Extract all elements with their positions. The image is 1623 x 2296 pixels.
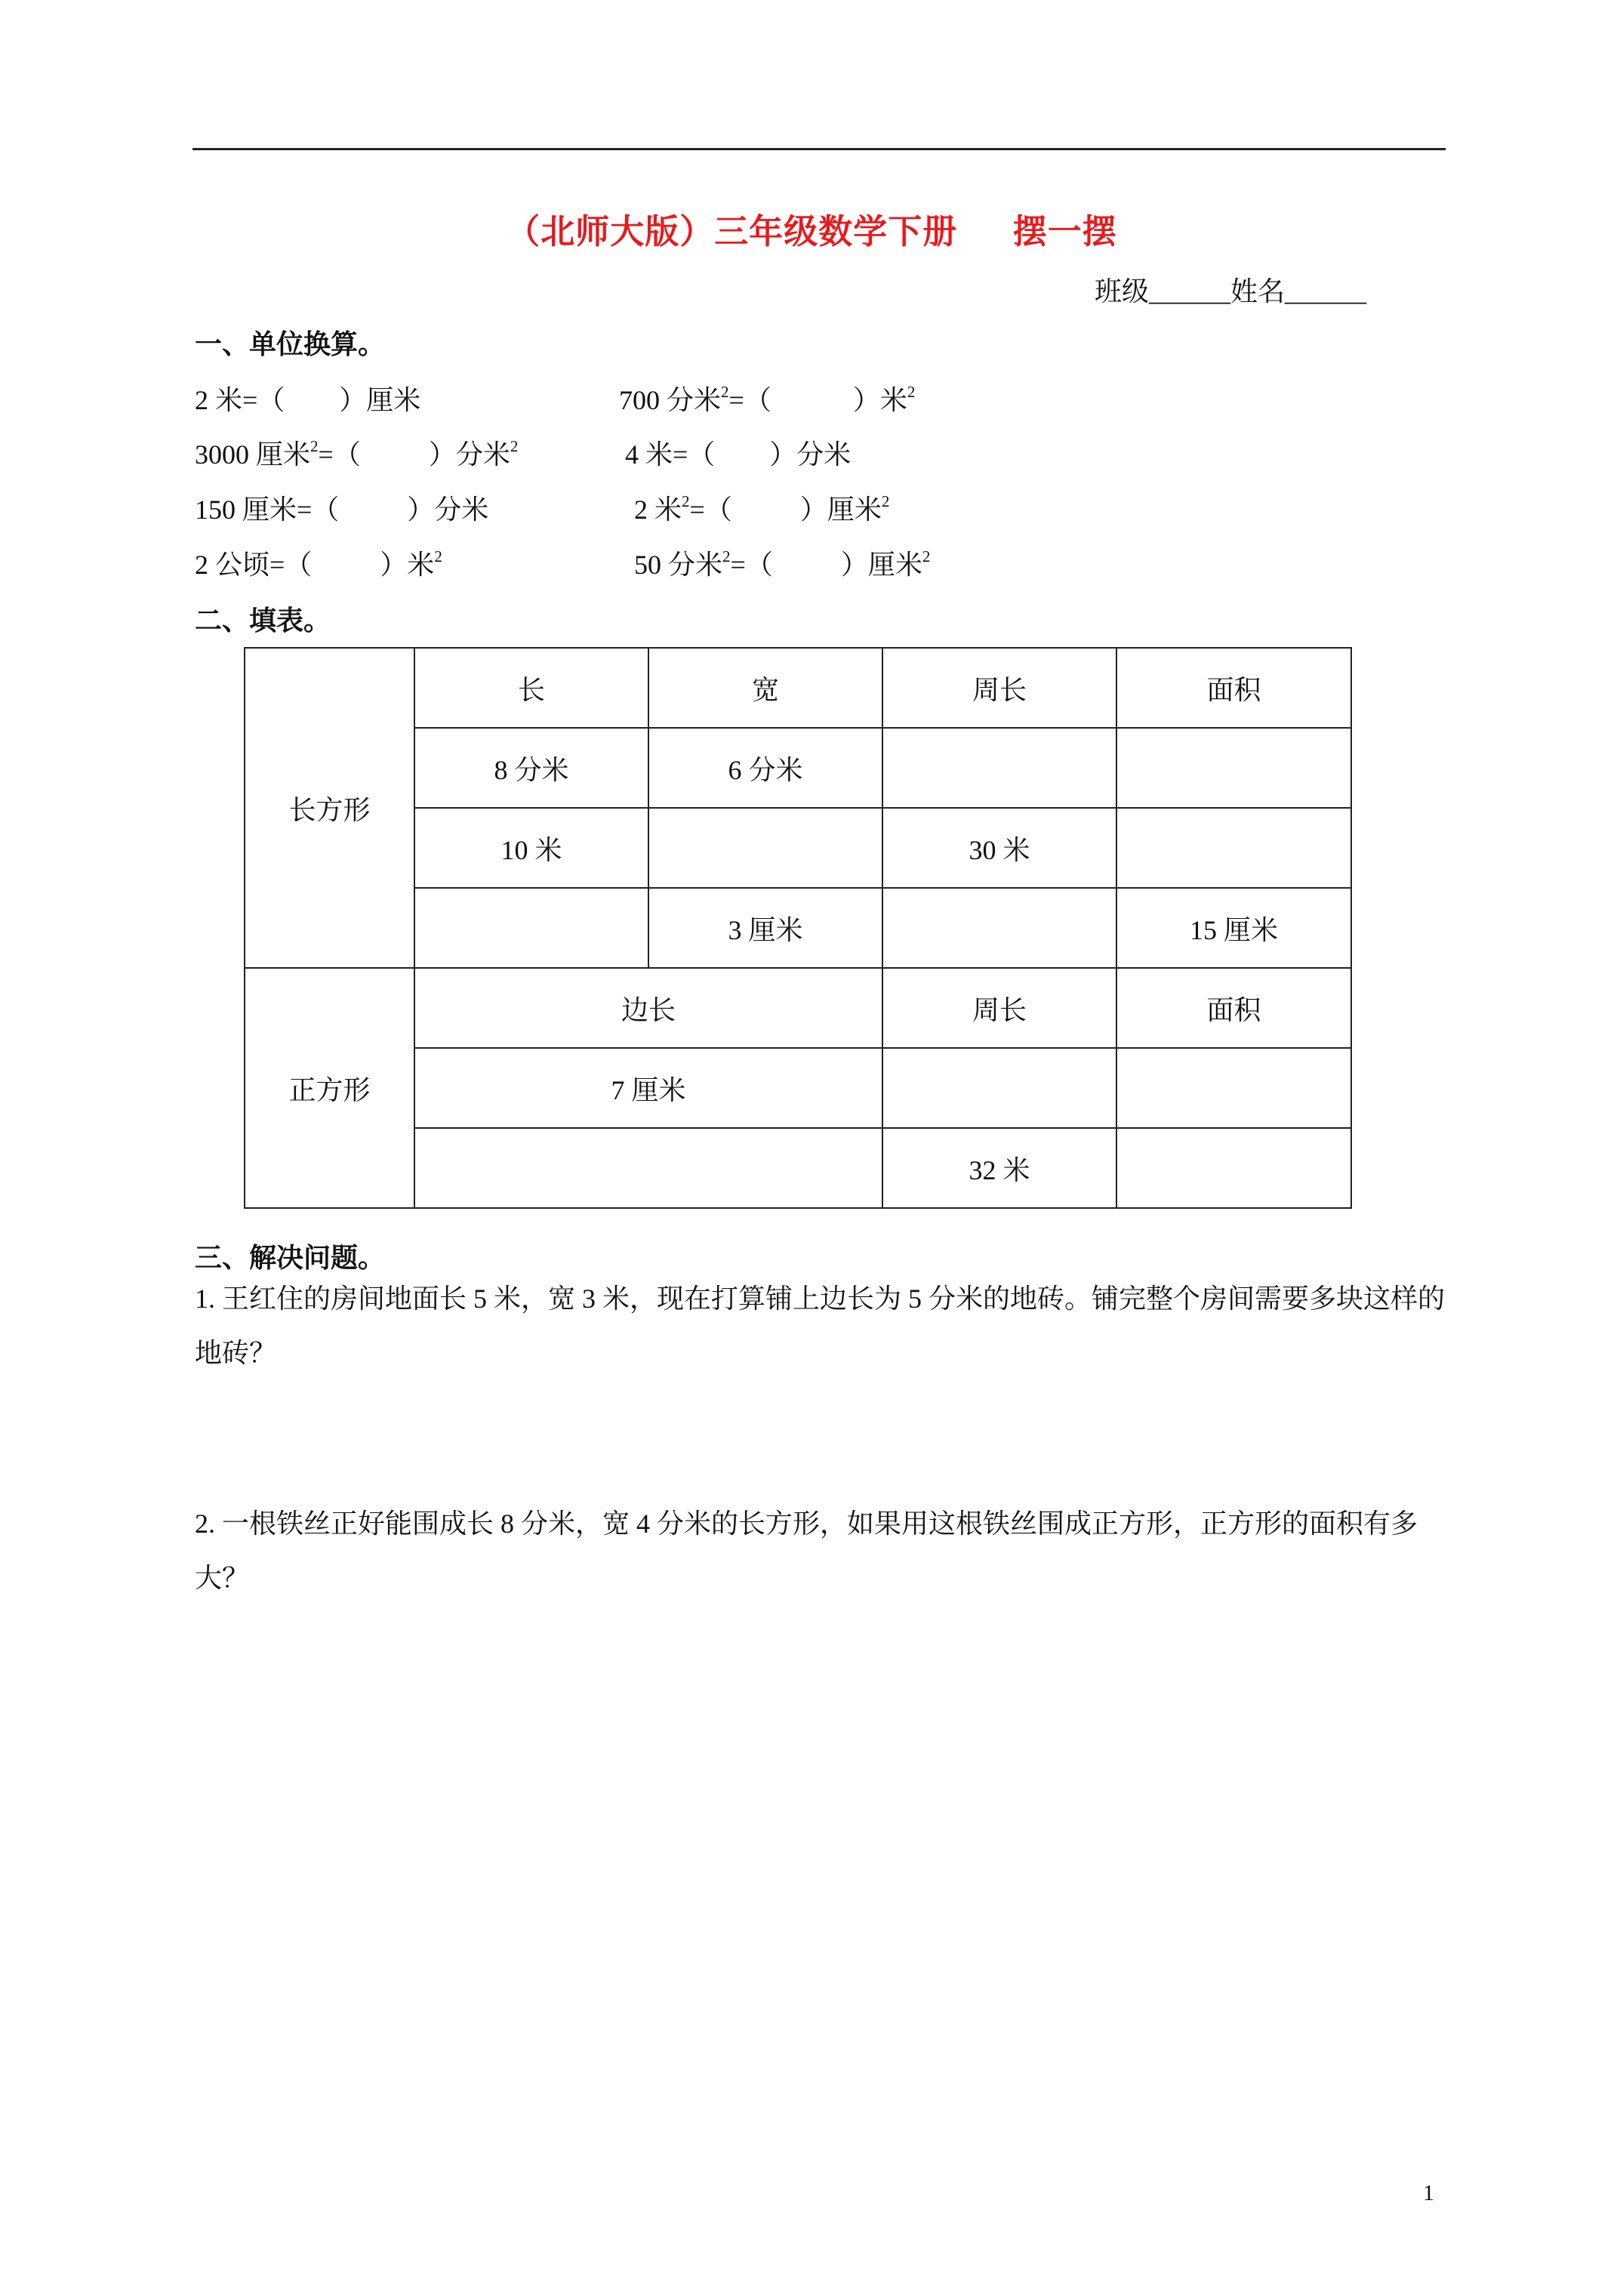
question-1: 1. 王红住的房间地面长 5 米，宽 3 米，现在打算铺上边长为 5 分米的地砖。铺完整个房间需要多块这样的地砖？ (195, 1284, 1446, 1368)
header-area: 面积 (1116, 648, 1351, 728)
conversion-item: 2 公顷=（ ）米$^2$ (195, 547, 442, 580)
table-cell: 6 分米 (648, 728, 882, 808)
table-row (245, 648, 1351, 728)
table-cell: 8 分米 (414, 728, 648, 808)
header-area: 面积 (1116, 968, 1351, 1048)
fill-in-table (244, 647, 1352, 1209)
section1-heading: 一、单位换算。 (195, 329, 386, 359)
table-cell: 30 米 (882, 808, 1116, 888)
section3-heading: 三、解决问题。 (195, 1243, 386, 1273)
header-perimeter: 周长 (882, 648, 1116, 728)
table-cell (1116, 1128, 1351, 1208)
table-cell (882, 1048, 1116, 1128)
table-cell (414, 1128, 882, 1208)
page-number: 1 (1423, 2180, 1434, 2205)
table-cell: 7 厘米 (414, 1048, 882, 1128)
table-cell (882, 888, 1116, 968)
table-cell: 3 厘米 (648, 888, 882, 968)
table-cell (1116, 1048, 1351, 1128)
question-2: 2. 一根铁丝正好能围成长 8 分米，宽 4 分米的长方形，如果用这根铁丝围成正方形，正方形的面积有多大？ (195, 1509, 1418, 1593)
header-perimeter: 周长 (882, 968, 1116, 1048)
square-label: 正方形 (245, 968, 414, 1208)
header-length: 长 (414, 648, 648, 728)
header-side-length: 边长 (414, 968, 882, 1048)
table-cell (648, 808, 882, 888)
table-cell: 15 厘米 (1116, 888, 1351, 968)
table-cell: 32 米 (882, 1128, 1116, 1208)
table-cell (882, 728, 1116, 808)
conversion-item: 50 分米$^2$=（ ）厘米$^2$ (634, 547, 931, 580)
table-cell: 10 米 (414, 808, 648, 888)
class-name-fields: 班级______姓名______ (1095, 276, 1367, 307)
table-cell (1116, 728, 1351, 808)
conversion-item: 2 米=（ ）厘米 (195, 385, 421, 415)
section2-heading: 二、填表。 (195, 606, 331, 636)
header-width: 宽 (648, 648, 882, 728)
table-row (245, 968, 1351, 1048)
rectangle-label: 长方形 (245, 648, 414, 968)
table-cell (414, 888, 648, 968)
conversion-item: 2 米$^2$=（ ）厘米$^2$ (634, 492, 890, 525)
page-title: （北师大版）三年级数学下册 摆一摆 (506, 213, 1117, 251)
table-cell (1116, 808, 1351, 888)
conversion-item: 4 米=（ ）分米 (625, 439, 852, 470)
conversion-item: 150 厘米=（ ）分米 (195, 495, 489, 525)
conversion-item: 3000 厘米$^2$=（ ）分米$^2$ (195, 437, 519, 470)
conversion-item: 700 分米$^2$=（ ）米$^2$ (619, 383, 916, 415)
header-rule (192, 148, 1446, 150)
